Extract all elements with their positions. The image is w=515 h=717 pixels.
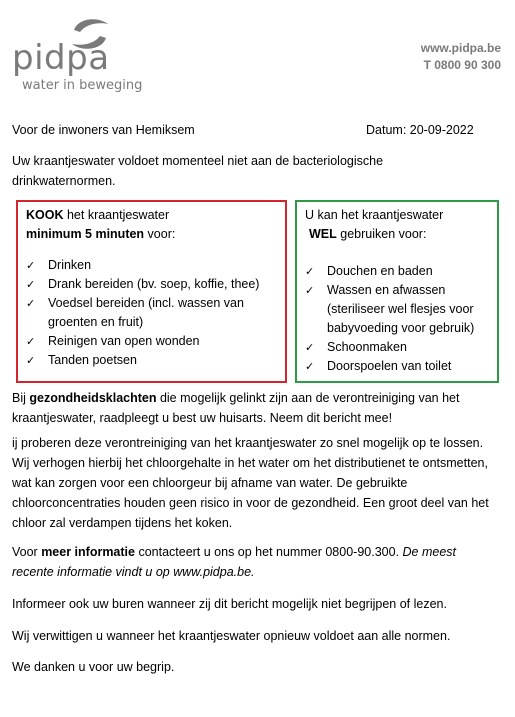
boil-duration xyxy=(26,225,277,244)
list-item xyxy=(26,275,277,294)
boil-duration-text: voor: xyxy=(144,227,176,241)
list-item xyxy=(305,338,489,357)
health-post: die mogelijk gelinkt zijn aan de verontreiniging van het kraantjeswater, raadpleegt u best uw huisarts. Neem dit bericht mee! xyxy=(12,391,460,425)
health-emphasis: gezondheidsklachten xyxy=(29,391,157,405)
neighbors-paragraph: Informeer ook uw buren wanneer zij dit bericht mogelijk niet begrijpen of lezen. xyxy=(12,597,447,611)
logo-wordmark: pidpa xyxy=(12,38,110,78)
allowed-use-box xyxy=(295,200,499,383)
list-item-text: Wassen en afwassen (steriliseer wel flesjes voor babyvoeding voor gebruik) xyxy=(327,283,475,335)
boil-heading xyxy=(26,206,277,225)
boil-water-box xyxy=(16,200,287,383)
list-item xyxy=(26,351,277,370)
check-icon: ✓ xyxy=(305,265,315,278)
check-icon: ✓ xyxy=(26,278,36,291)
list-item-text: Drank bereiden (bv. soep, koffie, thee) xyxy=(48,277,260,291)
info-mid: contacteert u ons op het nummer 0800-90.300. xyxy=(134,545,403,559)
list-item-text: Voedsel bereiden (incl. wassen van groenten en fruit) xyxy=(48,296,244,329)
info-italic: De meest recente informatie vindt u op www.pidpa.be. xyxy=(12,545,456,579)
minimum-duration: minimum 5 minuten xyxy=(26,227,145,241)
list-item xyxy=(26,256,277,275)
wel-label: WEL xyxy=(309,227,337,241)
health-pre: Bij xyxy=(12,391,30,405)
boil-list xyxy=(26,256,277,370)
boil-heading-text: het kraantjeswater xyxy=(63,208,170,222)
thanks-paragraph: We danken u voor uw begrip. xyxy=(12,660,175,674)
list-item-text: Tanden poetsen xyxy=(48,353,137,367)
kook-label: KOOK xyxy=(26,208,64,222)
check-icon: ✓ xyxy=(305,284,315,297)
use-list xyxy=(305,262,489,376)
intro-paragraph: Uw kraantjeswater voldoet momenteel niet aan de bacteriologische drinkwaternormen. xyxy=(12,154,384,188)
list-item xyxy=(26,332,277,351)
info-paragraph xyxy=(12,542,496,582)
list-item-text: Doorspoelen van toilet xyxy=(327,359,452,373)
health-paragraph xyxy=(12,388,492,428)
use-heading: U kan het kraantjeswater xyxy=(305,208,444,222)
list-item-text: Drinken xyxy=(48,258,92,272)
use-subheading-text: gebruiken voor: xyxy=(336,227,427,241)
notify-paragraph: Wij verwittigen u wanneer het kraantjeswater opnieuw voldoet aan alle normen. xyxy=(12,629,451,643)
use-subheading xyxy=(305,225,489,244)
list-item xyxy=(26,294,277,332)
check-icon: ✓ xyxy=(26,259,36,272)
info-emphasis: meer informatie xyxy=(41,545,135,559)
info-pre: Voor xyxy=(12,545,42,559)
logo-tagline: water in beweging xyxy=(22,78,143,93)
website-link[interactable]: www.pidpa.be xyxy=(420,41,501,55)
list-item-text: Douchen en baden xyxy=(327,264,433,278)
list-item-text: Reinigen van open wonden xyxy=(48,334,200,348)
check-icon: ✓ xyxy=(305,341,315,354)
list-item xyxy=(305,262,489,281)
check-icon: ✓ xyxy=(26,335,36,348)
check-icon: ✓ xyxy=(26,354,36,367)
date-line: Datum: 20-09-2022 xyxy=(366,123,474,137)
list-item xyxy=(305,357,489,376)
list-item xyxy=(305,281,489,338)
recipient-line: Voor de inwoners van Hemiksem xyxy=(12,123,195,137)
check-icon: ✓ xyxy=(26,297,36,310)
actions-paragraph: ij proberen deze verontreiniging van het kraantjeswater zo snel mogelijk op te lossen. Wij verhogen hierbij het chloorgehalte in het water om het distributienet te ontsmetten, wat kan zorgen voor een chloorgeur bij afname van water. De gebruikte chloorconcentraties houden geen risico in voor de gezondheid. Een groot deel van het chloor zal verdampen tijdens het koken. xyxy=(12,436,489,530)
list-item-text: Schoonmaken xyxy=(327,340,407,354)
check-icon: ✓ xyxy=(305,360,315,373)
contact-info xyxy=(421,40,501,74)
phone-number: T 0800 90 300 xyxy=(423,58,501,72)
